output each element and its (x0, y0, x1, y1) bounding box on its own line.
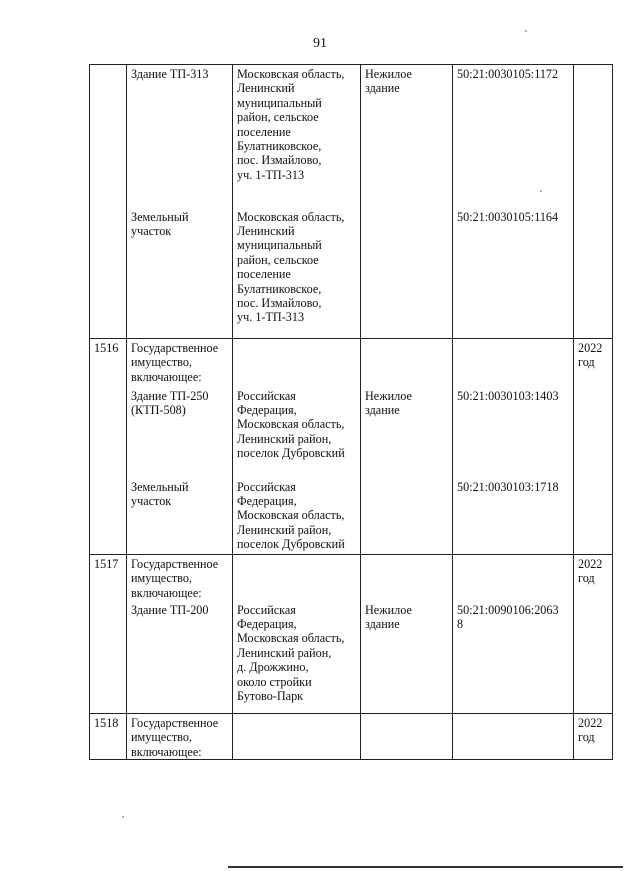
object-type-cell (361, 339, 453, 387)
cadastral-number-cell (453, 555, 574, 601)
year-cell (574, 65, 613, 208)
year-cell: 2022 год (574, 339, 613, 387)
cadastral-number-cell: 50:21:0090106:2063 8 (453, 601, 574, 714)
object-name-cell: Земельный участок (127, 208, 233, 339)
scan-speck (525, 30, 527, 32)
row-number-cell (90, 478, 127, 555)
scan-speck (122, 816, 124, 818)
object-type-cell: Нежилое здание (361, 65, 453, 208)
address-cell (233, 339, 361, 387)
scan-speck (540, 190, 542, 192)
registry-body (90, 65, 613, 760)
object-name-cell: Здание ТП-250 (КТП-508) (127, 387, 233, 478)
table-row (90, 387, 613, 478)
cadastral-number-cell (453, 714, 574, 760)
year-cell (574, 208, 613, 339)
object-type-cell (361, 714, 453, 760)
object-name-cell: Государственное имущество, включающее: (127, 339, 233, 387)
row-number-cell: 1516 (90, 339, 127, 387)
row-number-cell (90, 208, 127, 339)
object-name-cell: Государственное имущество, включающее: (127, 714, 233, 760)
year-cell (574, 387, 613, 478)
table-row (90, 339, 613, 387)
row-number-cell: 1518 (90, 714, 127, 760)
year-cell (574, 601, 613, 714)
address-cell: Российская Федерация, Московская область, Ленинский район, поселок Дубровский (233, 387, 361, 478)
address-cell: Российская Федерация, Московская область, Ленинский район, д. Дрожжино, около стройки Бутово-Парк (233, 601, 361, 714)
year-cell (574, 478, 613, 555)
object-type-cell: Нежилое здание (361, 387, 453, 478)
cadastral-number-cell: 50:21:0030105:1172 (453, 65, 574, 208)
row-number-cell: 1517 (90, 555, 127, 601)
object-name-cell: Земельный участок (127, 478, 233, 555)
address-cell: Московская область, Ленинский муниципальный район, сельское поселение Булатниковское, пос. Измайлово, уч. 1-ТП-313 (233, 208, 361, 339)
row-number-cell (90, 387, 127, 478)
cadastral-number-cell: 50:21:0030105:1164 (453, 208, 574, 339)
object-type-cell: Нежилое здание (361, 601, 453, 714)
year-cell: 2022 год (574, 714, 613, 760)
address-cell (233, 555, 361, 601)
object-type-cell (361, 208, 453, 339)
address-cell: Российская Федерация, Московская область, Ленинский район, поселок Дубровский (233, 478, 361, 555)
row-number-cell (90, 65, 127, 208)
object-type-cell (361, 555, 453, 601)
object-name-cell: Государственное имущество, включающее: (127, 555, 233, 601)
bottom-rule (228, 866, 623, 868)
table-row (90, 65, 613, 208)
page-number: 91 (313, 36, 327, 51)
address-cell: Московская область, Ленинский муниципальный район, сельское поселение Булатниковское, пос. Измайлово, уч. 1-ТП-313 (233, 65, 361, 208)
table-row (90, 478, 613, 555)
object-type-cell (361, 478, 453, 555)
table-row (90, 714, 613, 760)
table-row (90, 601, 613, 714)
address-cell (233, 714, 361, 760)
row-number-cell (90, 601, 127, 714)
table-row (90, 555, 613, 601)
year-cell: 2022 год (574, 555, 613, 601)
property-registry-table (89, 64, 613, 760)
object-name-cell: Здание ТП-200 (127, 601, 233, 714)
cadastral-number-cell: 50:21:0030103:1718 (453, 478, 574, 555)
cadastral-number-cell: 50:21:0030103:1403 (453, 387, 574, 478)
table-row (90, 208, 613, 339)
cadastral-number-cell (453, 339, 574, 387)
object-name-cell: Здание ТП-313 (127, 65, 233, 208)
